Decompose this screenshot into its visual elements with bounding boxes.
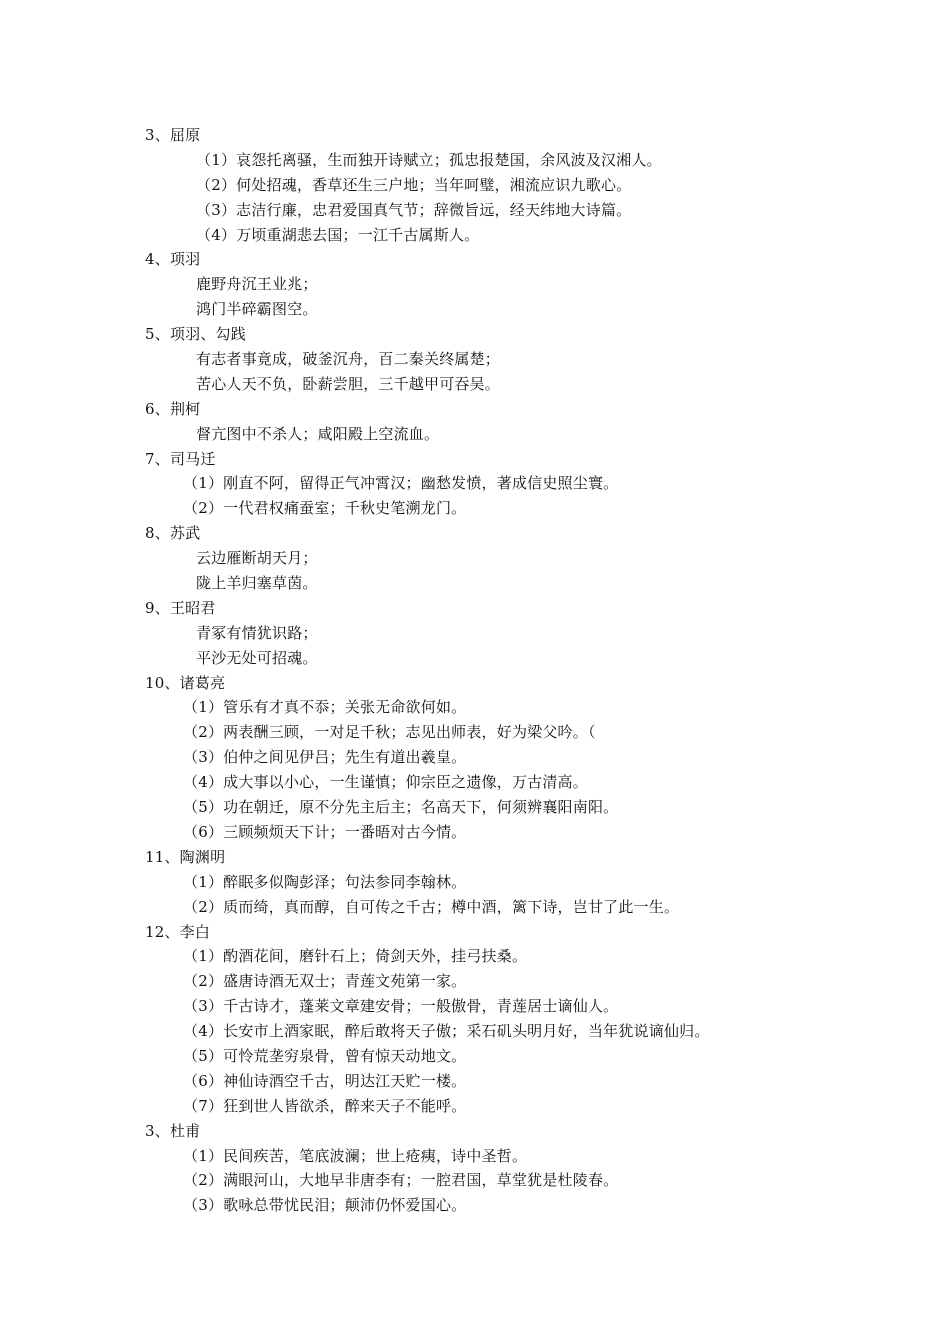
couplet-line: （6）神仙诗酒空千古，明达江天贮一楼。 (183, 1071, 467, 1090)
couplet-line: （3）伯仲之间见伊吕；先生有道出羲皇。 (183, 748, 467, 767)
section-heading: 3、杜甫 (145, 1121, 201, 1140)
couplet-line: （1）酌酒花间，磨针石上；倚剑天外，挂弓扶桑。 (183, 947, 528, 966)
couplet-line: （1）刚直不阿，留得正气冲霄汉；幽愁发愤，著成信史照尘寰。 (183, 474, 619, 493)
section-heading: 11、陶渊明 (145, 847, 226, 866)
couplet-line: （2）一代君权痛蚕室；千秋史笔溯龙门。 (183, 499, 467, 518)
couplet-line: （4）长安市上酒家眠，醉后敢将天子傲；采石矶头明月好，当年犹说谪仙归。 (183, 1022, 710, 1041)
couplet-line: （3）千古诗才，蓬莱文章建安骨；一般傲骨，青莲居士谪仙人。 (183, 997, 619, 1016)
section-heading: 3、屈原 (145, 126, 201, 144)
couplet-line: （4）万顷重湖悲去国；一江千古属斯人。 (196, 225, 480, 244)
section-heading: 6、荆柯 (145, 399, 201, 418)
couplet-line: （2）两表酬三顾，一对足千秋；志见出师表，好为梁父吟。（ (183, 723, 596, 742)
couplet-line: 鹿野舟沉王业兆； (196, 275, 318, 294)
couplet-line: 青冢有情犹识路； (196, 623, 318, 642)
couplet-line: 平沙无处可招魂。 (196, 648, 318, 667)
couplet-line: （1）民间疾苦，笔底波澜；世上疮痍，诗中圣哲。 (183, 1146, 528, 1165)
couplet-line: （5）可怜荒垄穷泉骨，曾有惊天动地文。 (183, 1046, 467, 1065)
couplet-line: 有志者事竟成，破釜沉舟，百二秦关终属楚； (196, 350, 501, 369)
section-heading: 5、项羽、勾践 (145, 325, 246, 344)
couplet-line: （1）管乐有才真不忝；关张无命欲何如。 (183, 698, 467, 717)
couplet-line: （4）成大事以小心，一生谨慎；仰宗臣之遗像，万古清高。 (183, 773, 588, 792)
section-heading: 8、苏武 (145, 524, 201, 543)
couplet-line: （7）狂到世人皆欲杀，醉来天子不能呼。 (183, 1096, 467, 1115)
couplet-line: （2）满眼河山，大地早非唐李有；一腔君国，草堂犹是杜陵春。 (183, 1171, 619, 1190)
section-heading: 4、项羽 (145, 250, 201, 269)
couplet-line: （3）歌咏总带忧民泪；颠沛仍怀爱国心。 (183, 1196, 467, 1215)
document-body (0, 123, 950, 1218)
section-heading: 9、王昭君 (145, 598, 216, 617)
section-heading: 7、司马迁 (145, 449, 216, 468)
couplet-line: 云边雁断胡天月； (196, 549, 318, 568)
couplet-line: （6）三顾频烦天下计；一番晤对古今情。 (183, 822, 467, 841)
couplet-line: 陇上羊归塞草茵。 (196, 574, 318, 593)
couplet-line: （2）何处招魂，香草还生三户地；当年呵璧，湘流应识九歌心。 (196, 175, 632, 194)
couplet-line: （5）功在朝迁，原不分先主后主；名高天下，何须辨襄阳南阳。 (183, 798, 619, 817)
couplet-line: （1）醉眠多似陶彭泽；句法参同李翰林。 (183, 872, 467, 891)
couplet-line: 督亢图中不杀人；咸阳殿上空流血。 (196, 424, 440, 443)
couplet-line: （3）志洁行廉，忠君爱国真气节；辞微旨远，经天纬地大诗篇。 (196, 200, 632, 219)
section-heading: 10、诸葛亮 (145, 673, 226, 692)
couplet-line: 苦心人天不负，卧薪尝胆，三千越甲可吞吴。 (196, 374, 501, 393)
couplet-line: （2）盛唐诗酒无双士；青莲文苑第一家。 (183, 972, 467, 991)
section-heading: 12、李白 (145, 922, 211, 941)
couplet-line: 鸿门半碎霸图空。 (196, 300, 318, 319)
couplet-line: （2）质而绮，真而醇，自可传之千古；樽中酒，篱下诗，岂甘了此一生。 (183, 897, 680, 916)
couplet-line: （1）哀怨托离骚，生而独开诗赋立；孤忠报楚国，余风波及汉湘人。 (196, 150, 662, 169)
